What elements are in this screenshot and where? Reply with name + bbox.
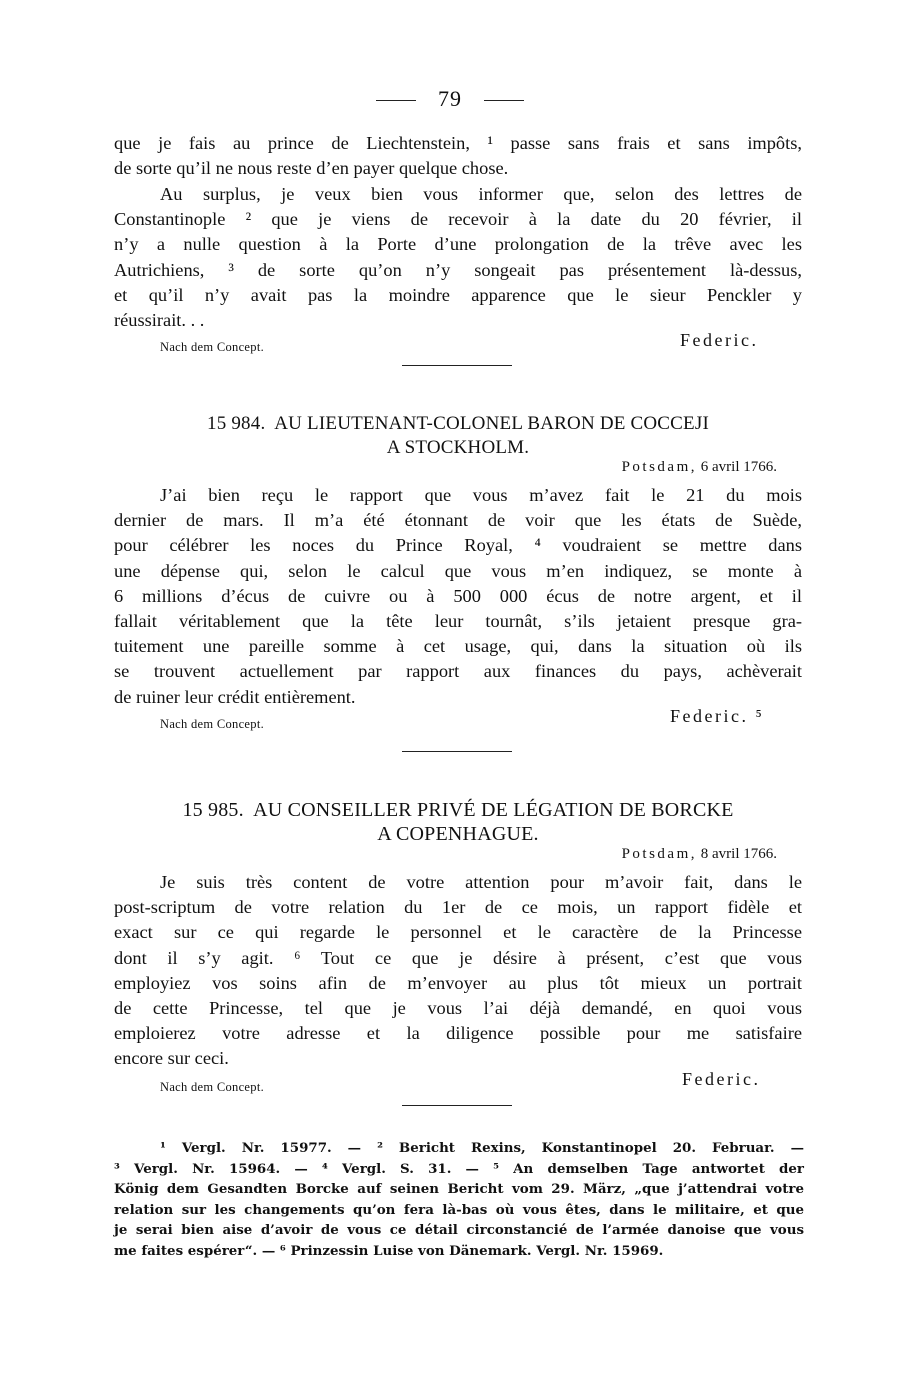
dateline-place: Potsdam, — [621, 846, 697, 862]
section-divider — [402, 751, 512, 752]
letter-heading — [114, 798, 802, 846]
text-line: exact sur ce qui regarde le personnel et le caractère de la Princesse — [114, 922, 802, 943]
letter-heading-line-2: A STOCKHOLM. — [386, 437, 530, 458]
signature: Federic. — [680, 330, 759, 350]
text-line: encore sur ceci. — [114, 1048, 229, 1069]
letter-addressee: AU LIEUTENANT-COLONEL BARON DE COCCEJI — [274, 413, 709, 434]
letter-heading-line-2: A COPENHAGUE. — [377, 823, 539, 845]
letter-body — [114, 483, 802, 710]
text-line: emploierez votre adresse et la diligence possible pour me satisfaire — [114, 1023, 802, 1044]
footnote-line: relation sur les changements qu’on fera là-bas où vous êtes, dans le militaire, et que — [114, 1201, 804, 1218]
intro-paragraph-1 — [114, 131, 802, 181]
dateline — [622, 459, 777, 476]
text-line: post-scriptum de votre relation du 1er de ce mois, un rapport fidèle et — [114, 897, 802, 918]
text-line: Constantinople ² que je viens de recevoir à la date du 20 février, il — [114, 209, 802, 230]
source-note: Nach dem Concept. — [160, 1080, 265, 1094]
page-number-dash-right — [484, 100, 524, 101]
text-line: Autrichiens, ³ de sorte qu’on n’y songeait pas présentement là-dessus, — [114, 259, 802, 280]
text-line: 6 millions d’écus de cuivre ou à 500 000 écus de notre argent, et il — [114, 585, 802, 606]
intro-paragraph-2 — [114, 182, 802, 333]
text-line: employiez vos soins afin de m’envoyer au plus tôt mieux un portrait — [114, 972, 802, 993]
text-line: n’y a nulle question à la Porte d’une prolongation de la trêve avec les — [114, 234, 802, 255]
signature: Federic. ⁵ — [670, 706, 765, 726]
text-line: de sorte qu’il ne nous reste d’en payer quelque chose. — [114, 158, 509, 179]
text-line: et qu’il n’y avait pas la moindre apparence que le sieur Penckler y — [114, 284, 802, 305]
text-line: J’ai bien reçu le rapport que vous m’avez fait le 21 du mois — [160, 485, 802, 505]
signature: Federic. — [682, 1069, 761, 1089]
text-line: se trouvent actuellement par rapport aux finances du pays, achèverait — [114, 661, 802, 682]
text-line: fallait véritablement que la tête leur tournât, s’ils jetaient presque gra- — [114, 611, 802, 632]
text-line: dernier de mars. Il m’a été étonnant de voir que les états de Suède, — [114, 510, 802, 531]
letter-addressee: AU CONSEILLER PRIVÉ DE LÉGATION DE BORCKE — [253, 799, 734, 821]
dateline-place: Potsdam, — [621, 459, 697, 475]
page-number-line — [0, 86, 900, 112]
text-line: une dépense qui, selon le calcul que vous m’en indiquez, se monte à — [114, 560, 802, 581]
footnote-line: je serai bien aise d’avoir de vous ce détail circonstancié de l’armée danoise que vous — [114, 1222, 804, 1238]
page-number-dash-left — [376, 100, 416, 101]
letter-heading-line-1 — [114, 798, 802, 822]
dateline-date: 6 avril 1766. — [700, 459, 777, 475]
text-line: que je fais au prince de Liechtenstein, ¹ passe sans frais et sans impôts, — [114, 133, 802, 153]
text-line: tuitement une pareille somme à cet usage, qui, dans la situation où ils — [114, 636, 802, 657]
letter-number: 15 985. — [182, 799, 244, 821]
source-note: Nach dem Concept. — [160, 717, 265, 731]
source-note: Nach dem Concept. — [160, 340, 265, 354]
text-line: Au surplus, je veux bien vous informer que, selon des lettres de — [160, 184, 802, 204]
text-line: de cette Princesse, tel que je vous l’ai déjà demandé, en quoi vous — [114, 998, 802, 1019]
footnote-line: me faites espérer“. — ⁶ Prinzessin Luise von Dänemark. Vergl. Nr. 15969. — [114, 1242, 664, 1259]
footnote-line: ³ Vergl. Nr. 15964. — ⁴ Vergl. S. 31. — ⁵ An demselben Tage antwortet der — [114, 1160, 804, 1177]
section-divider — [402, 1105, 512, 1106]
text-line: réussirait. . . — [114, 310, 205, 331]
dateline-date: 8 avril 1766. — [700, 846, 777, 862]
text-line: pour célébrer les noces du Prince Royal, ⁴ voudraient se mettre dans — [114, 535, 802, 556]
letter-body — [114, 870, 802, 1072]
section-divider — [402, 365, 512, 366]
footnotes — [114, 1138, 804, 1261]
text-line: Je suis très content de votre attention pour m’avoir fait, dans le — [160, 872, 802, 892]
page-number: 79 — [438, 86, 462, 111]
text-line: de ruiner leur crédit entièrement. — [114, 686, 356, 707]
footnote-line: König dem Gesandten Borcke auf seinen Bericht vom 29. März, „que j’attendrai votre — [114, 1181, 804, 1197]
text-line: dont il s’y agit. ⁶ Tout ce que je désire à présent, c’est que vous — [114, 947, 802, 968]
letter-number: 15 984. — [207, 413, 266, 434]
letter-heading-line-1 — [114, 412, 802, 436]
letter-heading — [114, 412, 802, 460]
dateline — [622, 846, 777, 863]
footnote-line: ¹ Vergl. Nr. 15977. — ² Bericht Rexins, Konstantinopel 20. Februar. — — [160, 1140, 804, 1156]
